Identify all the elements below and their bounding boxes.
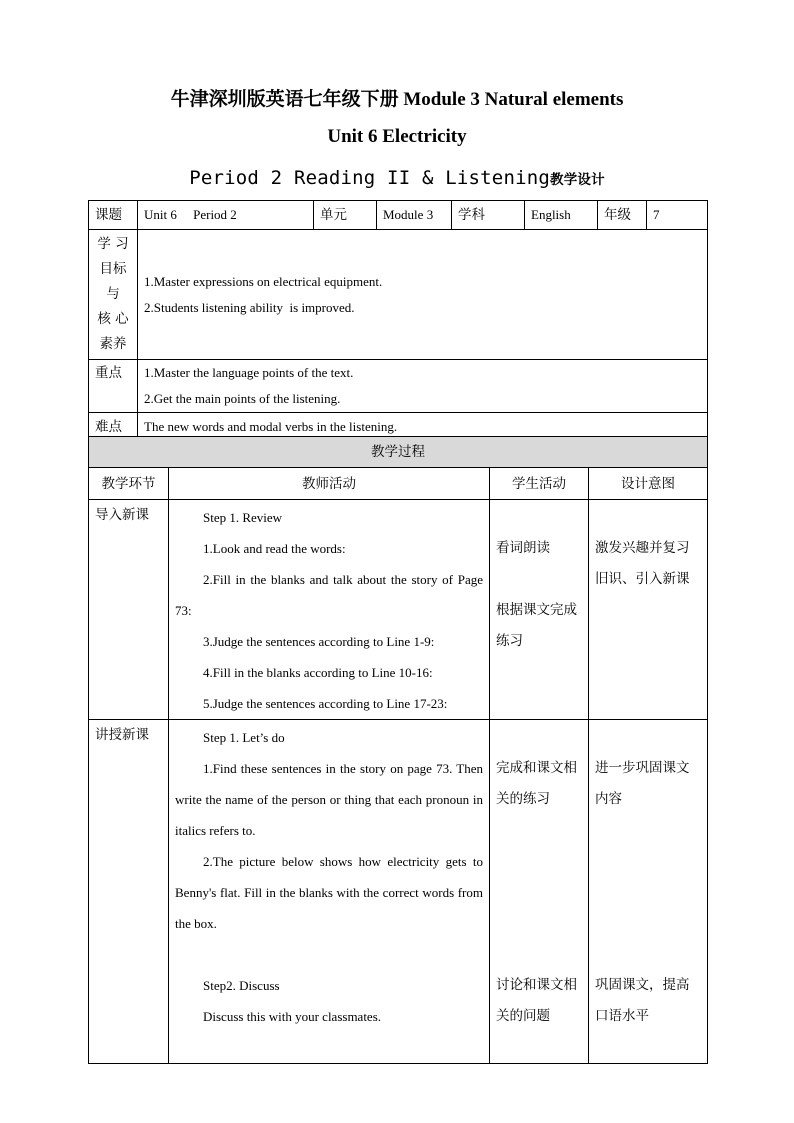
process-band-row [89,437,708,468]
teacher-step: Step 1. Let’s do [203,730,285,745]
key-point-item: 2.Get the main points of the listening. [144,391,341,406]
title-period: Period 2 Reading II & Listening [189,167,550,189]
difficulty-content: The new words and modal verbs in the listening. [138,413,708,441]
subject-value: English [525,201,598,230]
student-activity: 看词朗读 [496,540,550,556]
teacher-step: 1.Look and read the words: [203,541,346,556]
key-points-label: 重点 [89,360,138,413]
objective-item: 1.Master expressions on electrical equipment. [144,273,383,289]
teacher-intro [169,500,490,720]
header-stage: 教学环节 [89,468,169,500]
teacher-new [169,720,490,1064]
header-intent: 设计意图 [589,468,708,500]
grade-label: 年级 [598,201,647,230]
process-table [88,436,708,1064]
key-points-content [138,360,708,413]
unit-label: 单元 [314,201,377,230]
teacher-step: 3.Judge the sentences according to Line 1-9: [203,634,435,649]
teacher-step: 1.Find these sentences in the story on page 73. Then write the name of the person or thing that each pronoun in italics refers to. [175,761,483,838]
student-intro [490,500,589,720]
student-activity: 讨论和课文相关的问题 [496,977,577,1024]
topic-label: 课题 [89,201,138,230]
difficulty-label: 难点 [89,413,138,441]
student-activity: 完成和课文相关的练习 [496,760,577,807]
topic-value: Unit 6 Period 2 [138,201,314,230]
student-new [490,720,589,1064]
teacher-step: 2.The picture below shows how electricity gets to Benny's flat. Fill in the blanks with the correct words from the box. [175,854,483,931]
teacher-step: Step2. Discuss [203,978,280,993]
header-teacher: 教师活动 [169,468,490,500]
info-row [89,201,708,230]
process-header-row [89,468,708,500]
teacher-step: 5.Judge the sentences according to Line 17-23: [203,696,448,711]
teacher-step: 2.Fill in the blanks and talk about the story of Page 73: [175,572,483,618]
student-activity: 根据课文完成练习 [496,602,577,649]
stage-new: 讲授新课 [89,720,169,1064]
objectives-label: 学 习 目标 与 核 心 素养 [89,230,138,360]
key-point-item: 1.Master the language points of the text. [144,365,354,380]
objectives-row [89,230,708,360]
unit-value: Module 3 [377,201,452,230]
objective-item: 2.Students listening ability is improved. [144,299,355,315]
info-table [88,200,708,441]
key-points-row [89,360,708,413]
process-row-intro [89,500,708,720]
stage-intro: 导入新课 [89,500,169,720]
objectives-content [138,230,708,360]
title-design: 教学设计 [550,172,605,188]
intent-new [589,720,708,1064]
teacher-step: Discuss this with your classmates. [203,1009,382,1024]
process-band: 教学过程 [89,437,708,468]
document-title-line3 [0,167,794,189]
header-student: 学生活动 [490,468,589,500]
process-row-new [89,720,708,1064]
intent-intro: 激发兴趣并复习旧识、引入新课 [589,500,708,720]
design-intent: 巩固课文，提高口语水平 [595,977,690,1024]
document-title-line1: 牛津深圳版英语七年级下册 Module 3 Natural elements [170,89,624,110]
subject-label: 学科 [452,201,525,230]
design-intent: 进一步巩固课文内容 [595,760,690,807]
grade-value: 7 [647,201,708,230]
teacher-step: 4.Fill in the blanks according to Line 10-16: [203,665,433,680]
document-title-line2: Unit 6 Electricity [327,126,467,147]
teacher-step: Step 1. Review [203,510,283,525]
